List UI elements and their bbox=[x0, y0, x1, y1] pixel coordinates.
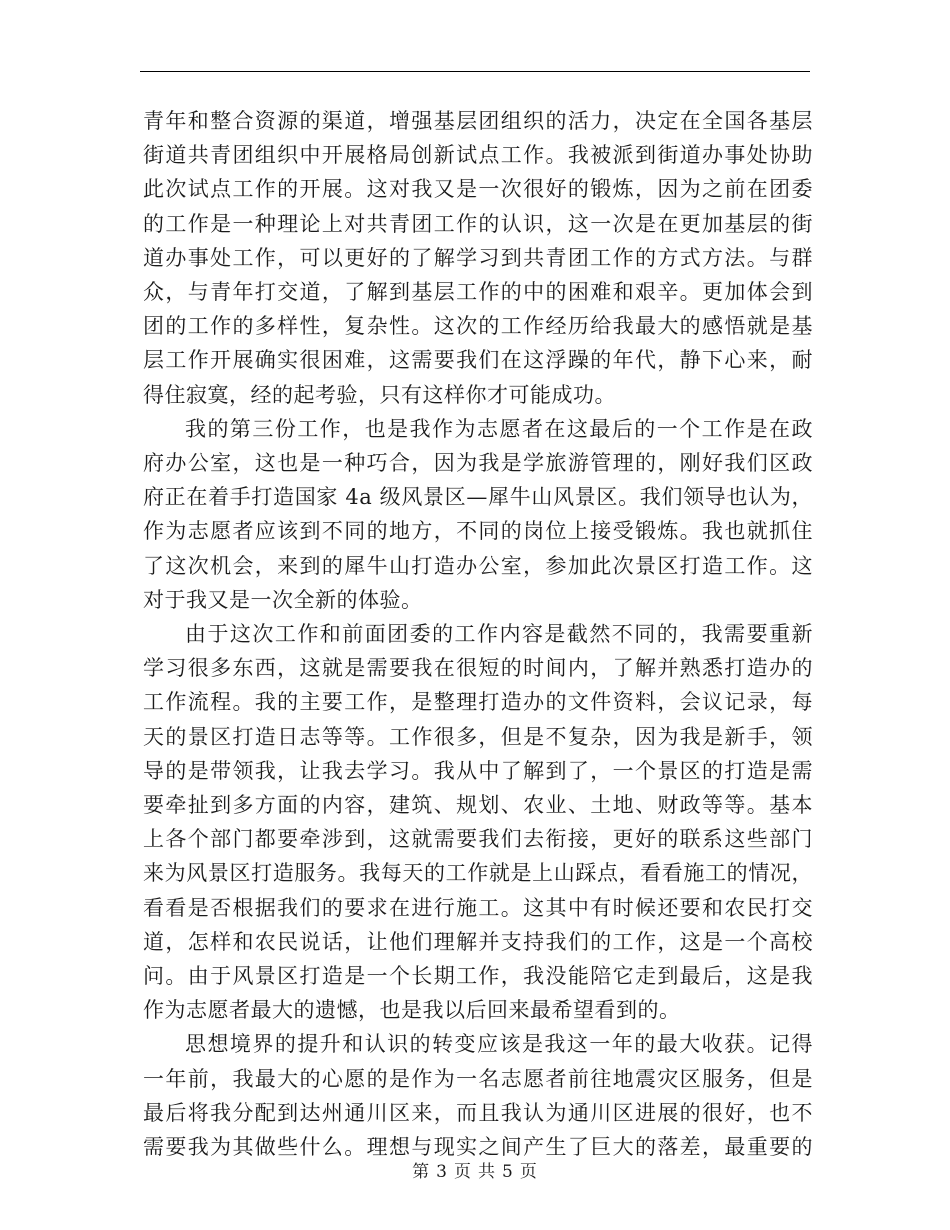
text-line: 团的工作的多样性，复杂性。这次的工作经历给我最大的感悟就是基 bbox=[143, 314, 813, 339]
text-line: 问。由于风景区打造是一个长期工作，我没能陪它走到最后，这是我 bbox=[143, 964, 813, 989]
footer-current-page: 3 bbox=[436, 1162, 448, 1182]
text-line: 府办公室，这也是一种巧合，因为我是学旅游管理的，刚好我们区政 bbox=[143, 451, 813, 476]
text-line: 的工作是一种理论上对共青团工作的认识，这一次是在更加基层的街 bbox=[143, 211, 813, 236]
text-line: 此次试点工作的开展。这对我又是一次很好的锻炼，因为之前在团委 bbox=[143, 177, 813, 202]
document-body bbox=[143, 104, 813, 1164]
text-line: 作为志愿者应该到不同的地方，不同的岗位上接受锻炼。我也就抓住 bbox=[143, 519, 813, 544]
text-line: 道，怎样和农民说话，让他们理解并支持我们的工作，这是一个高校 bbox=[143, 929, 813, 954]
footer-total-word: 共 bbox=[478, 1162, 496, 1182]
text-line: 最后将我分配到达州通川区来，而且我认为通川区进展的很好，也不 bbox=[143, 1100, 813, 1125]
text-line: 道办事处工作，可以更好的了解学习到共青团工作的方式方法。与群 bbox=[143, 245, 813, 270]
footer-page-word: 页 bbox=[454, 1162, 472, 1182]
footer-prefix: 第 bbox=[412, 1162, 431, 1182]
page-footer bbox=[0, 1157, 950, 1182]
text-line: 众，与青年打交道，了解到基层工作的中的困难和艰辛。更加体会到 bbox=[143, 280, 813, 305]
text-line: 导的是带领我，让我去学习。我从中了解到了，一个景区的打造是需 bbox=[143, 758, 813, 783]
text-line: 了这次机会，来到的犀牛山打造办公室，参加此次景区打造工作。这 bbox=[143, 553, 813, 578]
text-line: 得住寂寞，经的起考验，只有这样你才可能成功。 bbox=[143, 382, 616, 407]
text-line: 需要我为其做些什么。理想与现实之间产生了巨大的落差，最重要的 bbox=[143, 1135, 813, 1160]
header-rule bbox=[140, 71, 810, 72]
text-line: 青年和整合资源的渠道，增强基层团组织的活力，决定在全国各基层 bbox=[143, 109, 813, 133]
text-line: 层工作开展确实很困难，这需要我们在这浮躁的年代，静下心来，耐 bbox=[143, 348, 813, 373]
text-line: 来为风景区打造服务。我每天的工作就是上山踩点，看看施工的情况， bbox=[143, 861, 813, 886]
text-line: 上各个部门都要牵涉到，这就需要我们去衔接，更好的联系这些部门 bbox=[143, 827, 813, 852]
text-line: 要牵扯到多方面的内容，建筑、规划、农业、土地、财政等等。基本 bbox=[143, 793, 813, 818]
footer-total-pages: 5 bbox=[502, 1162, 514, 1182]
text-line: 看看是否根据我们的要求在进行施工。这其中有时候还要和农民打交 bbox=[143, 895, 813, 920]
text-line: 我的第三份工作，也是我作为志愿者在这最后的一个工作是在政 bbox=[185, 416, 813, 441]
text-line: 一年前，我最大的心愿的是作为一名志愿者前往地震灾区服务，但是 bbox=[143, 1066, 813, 1091]
text-line: 学习很多东西，这就是需要我在很短的时间内，了解并熟悉打造办的 bbox=[143, 656, 813, 681]
text-line: 天的景区打造日志等等。工作很多，但是不复杂，因为我是新手，领 bbox=[143, 724, 813, 749]
text-line: 作为志愿者最大的遗憾，也是我以后回来最希望看到的。 bbox=[143, 998, 681, 1023]
text-line: 思想境界的提升和认识的转变应该是我这一年的最大收获。记得 bbox=[185, 1032, 813, 1057]
footer-suffix: 页 bbox=[519, 1162, 538, 1182]
text-line: 由于这次工作和前面团委的工作内容是截然不同的，我需要重新 bbox=[185, 622, 813, 647]
text-line: 工作流程。我的主要工作，是整理打造办的文件资料，会议记录，每 bbox=[143, 690, 813, 715]
text-line: 街道共青团组织中开展格局创新试点工作。我被派到街道办事处协助 bbox=[143, 143, 813, 168]
text-line: 对于我又是一次全新的体验。 bbox=[143, 587, 423, 612]
text-line: 府正在着手打造国家 4a 级风景区—犀牛山风景区。我们领导也认为， bbox=[143, 485, 813, 510]
